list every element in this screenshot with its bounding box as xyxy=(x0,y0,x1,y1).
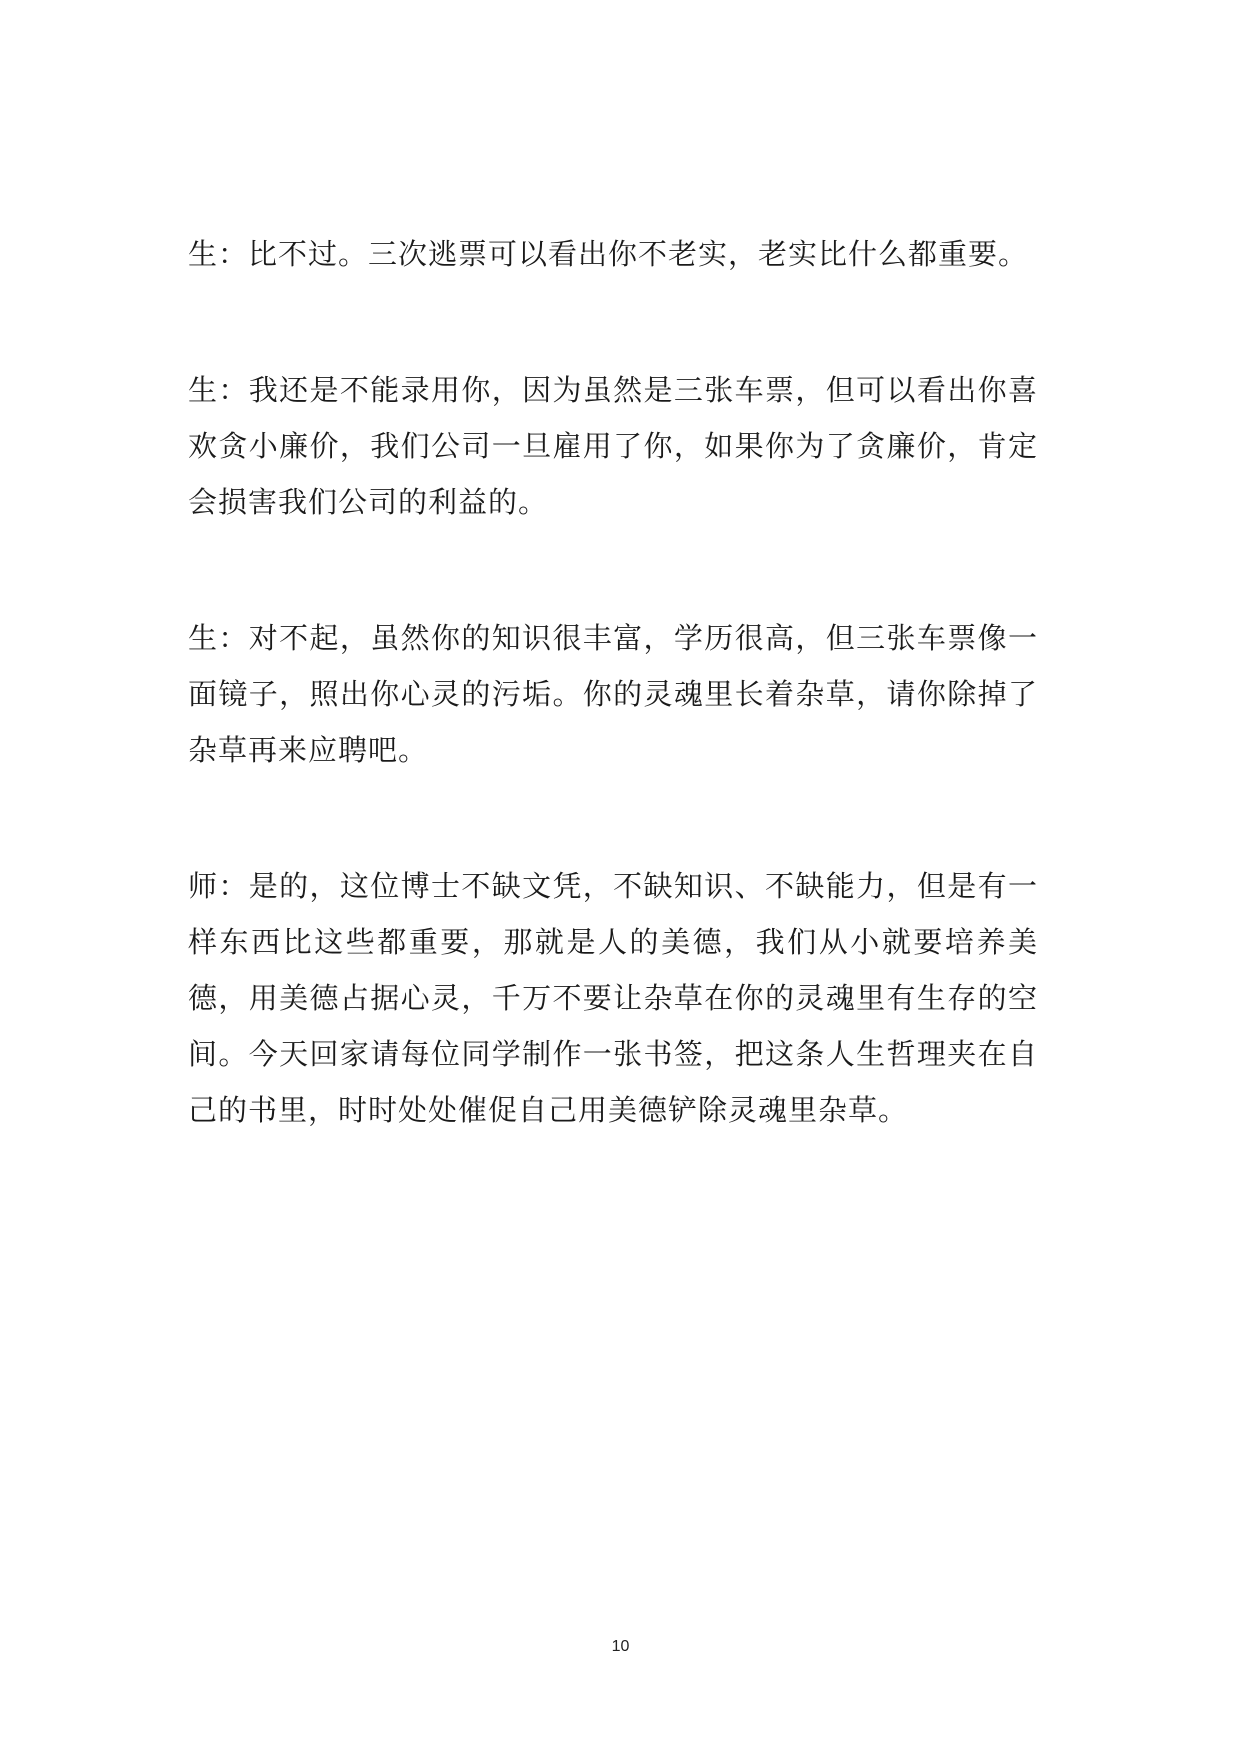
paragraph: 师：是的，这位博士不缺文凭，不缺知识、不缺能力，但是有一样东西比这些都重要，那就是人的美德，我们从小就要培养美德，用美德占据心灵，千万不要让杂草在你的灵魂里有生存的空间。今天回家请每位同学制作一张书签，把这条人生哲理夹在自己的书里，时时处处催促自己用美德铲除灵魂里杂草。 xyxy=(188,869,1038,1127)
paragraph: 生：对不起，虽然你的知识很丰富，学历很高，但三张车票像一面镜子，照出你心灵的污垢。你的灵魂里长着杂草，请你除掉了杂草再来应聘吧。 xyxy=(188,621,1038,767)
document-body xyxy=(188,226,1038,1138)
page-number: 10 xyxy=(611,1638,630,1655)
paragraph: 生：比不过。三次逃票可以看出你不老实，老实比什么都重要。 xyxy=(188,237,1029,271)
paragraph: 生：我还是不能录用你，因为虽然是三张车票，但可以看出你喜欢贪小廉价，我们公司一旦雇用了你，如果你为了贪廉价，肯定会损害我们公司的利益的。 xyxy=(188,373,1038,519)
